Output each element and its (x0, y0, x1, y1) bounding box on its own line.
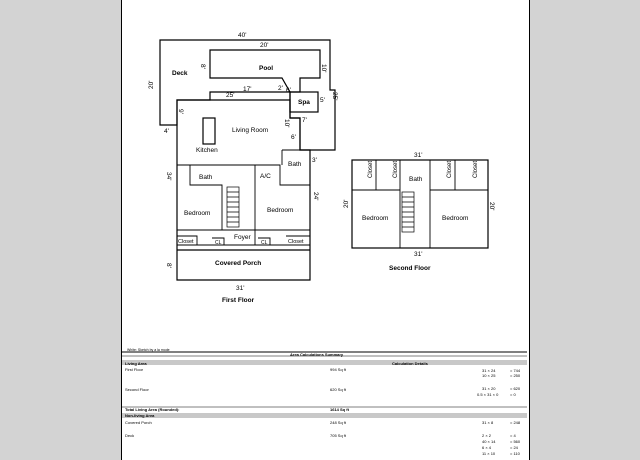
dim-4: 4' (164, 128, 169, 135)
dim-6b: 6' (291, 134, 296, 141)
deck-calc-4: 11 × 10 (482, 451, 496, 456)
first-floor-label: First Floor (125, 367, 143, 372)
dim-24: 24' (312, 192, 319, 201)
label-bedroom-4: Bedroom (442, 215, 469, 222)
label-bedroom-1: Bedroom (184, 210, 211, 217)
dim-25-right: 25' (331, 92, 338, 101)
second-floor-result-1: = 620 (510, 386, 521, 391)
label-living-room: Living Room (232, 127, 269, 134)
dim-3: 3' (312, 157, 317, 164)
first-floor-area: 994 Sq ft (330, 367, 347, 372)
dim-second-31-bottom: 31' (414, 251, 423, 258)
second-floor-calc-2: 0.5 × 31 × 0 (477, 392, 499, 397)
deck-area: 705 Sq ft (330, 433, 347, 438)
dim-second-20-left: 20' (343, 199, 350, 208)
second-floor-stairs (402, 192, 414, 232)
label-closet-d: Closet (473, 160, 479, 178)
deck-calc-2: 40 × 14 (482, 439, 496, 444)
label-bath-2: Bath (288, 161, 302, 168)
first-floor-result-2: = 250 (510, 373, 521, 378)
label-second-floor: Second Floor (389, 265, 431, 272)
calc-details-header: Calculation Details (392, 361, 428, 366)
dim-9: 9' (177, 109, 184, 114)
label-closet-b: Closet (393, 160, 399, 178)
label-pool: Pool (259, 65, 274, 72)
label-covered-porch: Covered Porch (215, 260, 262, 267)
first-floor-result-1: = 744 (510, 368, 521, 373)
dim-top-40: 40' (238, 32, 247, 39)
covered-porch-label: Covered Porch (125, 420, 152, 425)
dim-8: 8' (165, 263, 172, 268)
dim-second-20-right: 20' (488, 202, 495, 211)
label-bedroom-2: Bedroom (267, 207, 294, 214)
label-cl-2: CL (261, 240, 268, 246)
label-closet-c: Closet (447, 160, 453, 178)
dim-25-top: 25' (226, 92, 235, 99)
dim-second-31-top: 31' (414, 152, 423, 159)
second-floor-label: Second Floor (125, 387, 149, 392)
total-living-label: Total Living Area (Rounded): (125, 407, 180, 412)
label-closet-a: Closet (368, 160, 374, 178)
dim-deck-8: 8' (199, 64, 206, 69)
covered-porch-calc: 31 × 8 (482, 420, 494, 425)
dim-6a: 6' (286, 87, 291, 94)
second-floor-result-2: = 0 (510, 392, 516, 397)
deck-result-4: = 110 (510, 451, 520, 456)
non-living-header: Non-living Area (125, 413, 155, 418)
deck-result-3: = 24 (510, 445, 518, 450)
dim-pool-10: 10' (320, 64, 327, 73)
first-floor-calc-2: 10 × 25 (482, 373, 496, 378)
deck-label: Deck (125, 433, 135, 438)
dim-5: 5' (320, 97, 325, 104)
second-floor-calc-1: 31 × 20 (482, 386, 496, 391)
dim-2: 2' (278, 85, 283, 92)
dim-17: 17' (243, 86, 252, 93)
dim-7: 7' (302, 117, 307, 124)
label-kitchen: Kitchen (196, 147, 218, 154)
deck-result-1: = 4 (510, 433, 516, 438)
dim-deck-20: 20' (148, 80, 155, 89)
covered-porch-result: = 248 (510, 420, 521, 425)
covered-porch-area: 248 Sq ft (330, 420, 347, 425)
deck-result-2: = 560 (510, 439, 521, 444)
label-first-floor: First Floor (222, 297, 255, 304)
sketch-note: White: Sketch by a la mode (127, 348, 170, 352)
total-living-value: 1614 Sq ft (330, 407, 349, 412)
label-closet-2: Closet (288, 239, 304, 245)
label-closet-1: Closet (178, 239, 194, 245)
label-deck: Deck (172, 70, 188, 77)
dim-first-31: 31' (236, 285, 245, 292)
deck-calc-1: 2 × 2 (482, 433, 492, 438)
living-area-header: Living Area (125, 361, 147, 366)
area-summary-table (122, 352, 527, 460)
dim-10: 10' (283, 119, 290, 128)
label-bath-3: Bath (409, 176, 423, 183)
label-bath-1: Bath (199, 174, 213, 181)
dim-pool-20: 20' (260, 42, 269, 49)
summary-title: Area Calculations Summary (290, 352, 344, 357)
deck-calc-3: 6 × 4 (482, 445, 492, 450)
label-spa: Spa (298, 99, 310, 106)
label-cl-1: CL (215, 240, 222, 246)
label-bedroom-3: Bedroom (362, 215, 389, 222)
second-floor-area: 620 Sq ft (330, 387, 347, 392)
dim-34: 34' (165, 172, 172, 181)
kitchen-island (203, 118, 215, 144)
label-foyer: Foyer (234, 234, 251, 241)
label-ac: A/C (260, 173, 271, 180)
first-floor-calc-1: 31 × 24 (482, 368, 496, 373)
first-floor-stairs (227, 187, 239, 227)
